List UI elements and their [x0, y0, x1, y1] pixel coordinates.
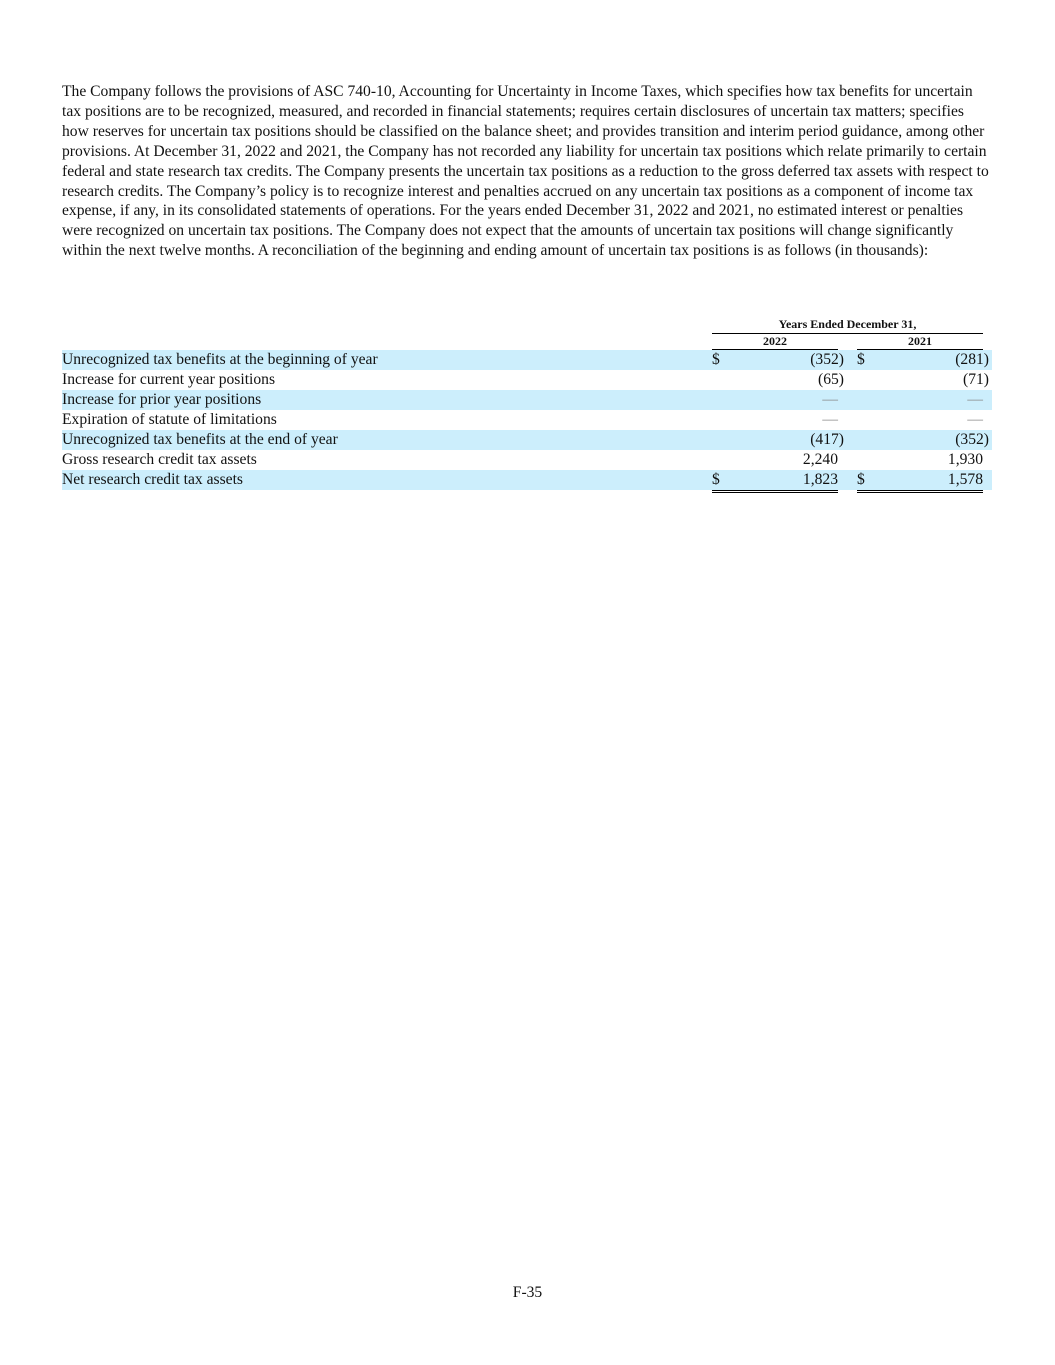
body-paragraph: The Company follows the provisions of ASC 740-10, Accounting for Uncertainty in Income Taxes, which specifies how tax benefits for uncertain tax positions are to be recognized, measured, and recorded in financial statements; requires certain disclosures of uncertain tax matters; specifies how reserves for uncertain tax positions should be classified on the balance sheet; and provides transition and interim period guidance, among other provisions. At December 31, 2022 and 2021, the Company has not recorded any liability for uncertain tax positions which relate primarily to certain federal and state research tax credits. The Company presents the uncertain tax positions as a reduction to the gross deferred tax assets with respect to research credits. The Company’s policy is to recognize interest and penalties accrued on any uncertain tax positions as a component of income tax expense, if any, in its consolidated statements of operations. For the years ended December 31, 2022 and 2021, no estimated interest or penalties were recognized on uncertain tax positions. The Company does not expect that the amounts of uncertain tax positions will change significantly within the next twelve months. A reconciliation of the beginning and ending amount of uncertain tax positions is as follows (in thousands): [62, 83, 989, 260]
value-2021: (71) [963, 371, 989, 388]
value-2021: (352) [955, 431, 989, 448]
value-2022: — [712, 410, 838, 431]
row-label: Increase for current year positions [62, 371, 276, 388]
row-label: Unrecognized tax benefits at the end of year [62, 431, 338, 448]
page-number: F-35 [512, 1284, 543, 1301]
table-row [62, 410, 992, 430]
dollar-sign: $ [712, 471, 720, 488]
value-2022: (352) [810, 351, 844, 368]
row-label: Unrecognized tax benefits at the beginning of year [62, 351, 378, 368]
value-2022: 2,240 [712, 450, 838, 471]
table-body [62, 350, 992, 490]
table-row [62, 390, 992, 410]
table-row [62, 470, 992, 490]
table-row [62, 430, 992, 450]
table-row [62, 450, 992, 470]
row-label: Net research credit tax assets [62, 471, 243, 488]
value-2021: 1,578 [857, 470, 983, 493]
value-2022: 1,823 [712, 470, 838, 493]
col-header-2021: 2021 [857, 334, 983, 350]
dollar-sign: $ [857, 351, 865, 368]
dollar-sign: $ [712, 351, 720, 368]
value-2021: 1,930 [857, 450, 983, 471]
value-2022: — [822, 391, 838, 408]
value-2021: (281) [955, 351, 989, 368]
row-label: Increase for prior year positions [62, 391, 262, 408]
row-label: Expiration of statute of limitations [62, 411, 277, 428]
row-label: Gross research credit tax assets [62, 451, 257, 468]
value-2022: (417) [810, 431, 844, 448]
value-2022: (65) [818, 371, 844, 388]
value-2021: — [857, 410, 983, 431]
value-2021: — [967, 391, 983, 408]
col-header-2022: 2022 [712, 334, 838, 350]
table-row [62, 370, 992, 390]
dollar-sign: $ [857, 471, 865, 488]
years-ended-header: Years Ended December 31, [712, 316, 983, 334]
table-row [62, 350, 992, 370]
